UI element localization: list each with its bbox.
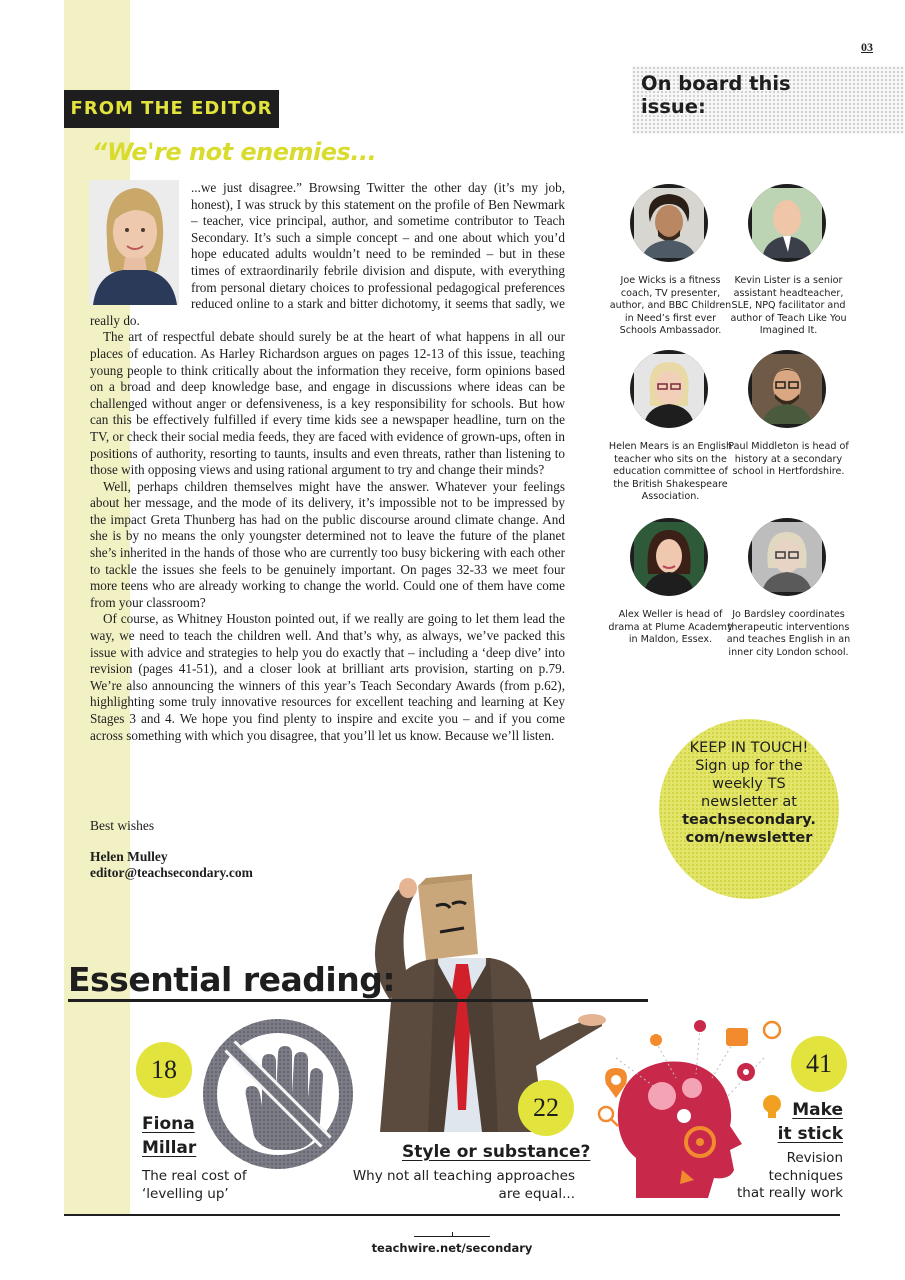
avatar [630, 518, 708, 596]
editor-letter [90, 180, 565, 744]
editor-email[interactable]: editor@teachsecondary.com [90, 865, 253, 880]
portrait-wrap [90, 180, 191, 306]
footer-tick [452, 1232, 453, 1237]
signature-block [90, 849, 253, 881]
footer-url[interactable]: teachwire.net/secondary [371, 1241, 533, 1255]
essential-item-subtitle [340, 1168, 575, 1203]
keep-in-touch-heading: KEEP IN TOUCH! [689, 740, 809, 756]
subtitle-line: techniques [768, 1167, 843, 1184]
essential-reading-title: Essential reading: [68, 960, 396, 999]
essential-item-subtitle [142, 1168, 247, 1203]
editor-tag: FROM THE EDITOR [64, 90, 279, 128]
letter-paragraph: Of course, as Whitney Houston pointed out, if we really are going to let them lead the way, we need to teach the children well. And that’s why, as always, we’ve packed this issue with advice and strategies to help you do exactly that – including a ‘deep dive’ into revision (pages 41-51), and a closer look at brilliant arts provision, starting on p.79. We’re also announcing the winners of this year’s Teach Secondary Awards (from p.62), highlighting some truly innovative resources for excellent teaching and learning at Key Stages 3 and 4. We hope you find plenty to inspire and excite you – and if you come across something with which you disagree, that you’ll let us know. Because we’ll listen. [90, 611, 565, 743]
essential-item-title[interactable] [142, 1112, 196, 1160]
essential-item-title[interactable] [760, 1098, 843, 1146]
editor-name: Helen Mulley [90, 849, 168, 864]
subtitle-line: are equal... [498, 1185, 575, 1202]
avatar [748, 518, 826, 596]
essential-item-subtitle [700, 1150, 843, 1203]
title-line: Make [792, 1100, 843, 1120]
divider [64, 1214, 840, 1216]
contributor-caption: Helen Mears is an English teacher who sits on the education committee of the British Shakespeare Association. [608, 441, 733, 503]
contributor-caption: Paul Middleton is head of history at a secondary school in Hertfordshire. [728, 441, 849, 478]
subtitle-line: The real cost of [142, 1168, 247, 1184]
no-hand-icon [202, 1018, 354, 1170]
newsletter-text: Sign up for the weekly TS newsletter at [695, 758, 803, 810]
page-number: 03 [861, 40, 873, 54]
subtitle-line: ‘levelling up’ [142, 1185, 229, 1202]
newsletter-url[interactable]: teachsecondary. com/newsletter [682, 812, 816, 846]
headline: “We're not enemies... [92, 138, 377, 166]
signoff: Best wishes [90, 818, 155, 833]
avatar [748, 184, 826, 262]
title-line: Fiona [142, 1114, 195, 1134]
letter-paragraph: Well, perhaps children themselves might have the answer. Whatever your feelings about her message, and the mode of its delivery, it’s impossible not to be impressed by the impact Greta Thunberg has had on the public discourse around climate change. And she is by no means the only youngster determined not to leave the future of the planet she’s inherited in the hands of those who are currently too busy bickering with each other to tackle the issues she feels to be genuinely important. On pages 32-33 we meet four more teens who are already working to change the world. Could one of them have come from your classroom? [90, 478, 565, 610]
onboard-title: On board this issue: [641, 72, 791, 118]
subtitle-line: Revision [786, 1150, 843, 1166]
letter-paragraph: ...we just disagree.” Browsing Twitter the other day (it’s my job, honest), I was struck by this statement on the profile of Ben Newmark – teacher, vice principal, author, and sometime contributor to Teach Secondary. It’s such a simple concept – and one about which you’d hope educated adults wouldn’t need to be reminded – but in these times of extraordinarily febrile division and dispute, with everything from personal dietary choices to professional pedagogical preferences reduced online to a stark and bitter dichotomy, it seems that sadly, we really do. [90, 180, 565, 328]
contributor-caption: Joe Wicks is a fitness coach, TV presenter, author, and BBC Children in Need’s first ever Schools Ambassador. [609, 275, 732, 337]
title-line: it stick [777, 1124, 843, 1144]
contributor-caption: Jo Bardsley coordinates therapeutic interventions and teaches English in an inner city London school. [726, 609, 851, 658]
avatar [630, 350, 708, 428]
letter-paragraph: The art of respectful debate should surely be at the heart of what happens in all our places of education. As Harley Richardson argues on pages 12-13 of this issue, teaching young people to think critically about the information they receive, form opinions based on a broad and deep knowledge base, and engage in discussions where ideas can be challenged without anger or defensiveness, is a key responsibility for schools. But how can this be effectively fulfilled if every time kids see a newspaper headline, turn on the TV, or check their social media feeds, they are faced with evidence of grown-ups, often in positions of authority, resorting to taunts, insults and even threats, rather than listening to those with opposing views and using rational argument to try and change their minds? [90, 329, 565, 478]
subtitle-line: Why not all teaching approaches [352, 1168, 575, 1184]
page-badge: 22 [518, 1080, 574, 1136]
avatar [630, 184, 708, 262]
title-line: Millar [142, 1138, 197, 1158]
contributor-caption: Kevin Lister is a senior assistant headteacher, SLE, NPQ facilitator and author of Teach Like You Imagined It. [730, 275, 847, 337]
divider [68, 999, 648, 1002]
page-badge: 18 [136, 1042, 192, 1098]
page-badge: 41 [791, 1036, 847, 1092]
avatar [748, 350, 826, 428]
contributor-caption: Alex Weller is head of drama at Plume Academy in Maldon, Essex. [608, 609, 733, 646]
subtitle-line: that really work [737, 1185, 843, 1201]
newsletter-badge[interactable] [659, 719, 839, 899]
essential-item-title[interactable]: Style or substance? [402, 1142, 591, 1162]
